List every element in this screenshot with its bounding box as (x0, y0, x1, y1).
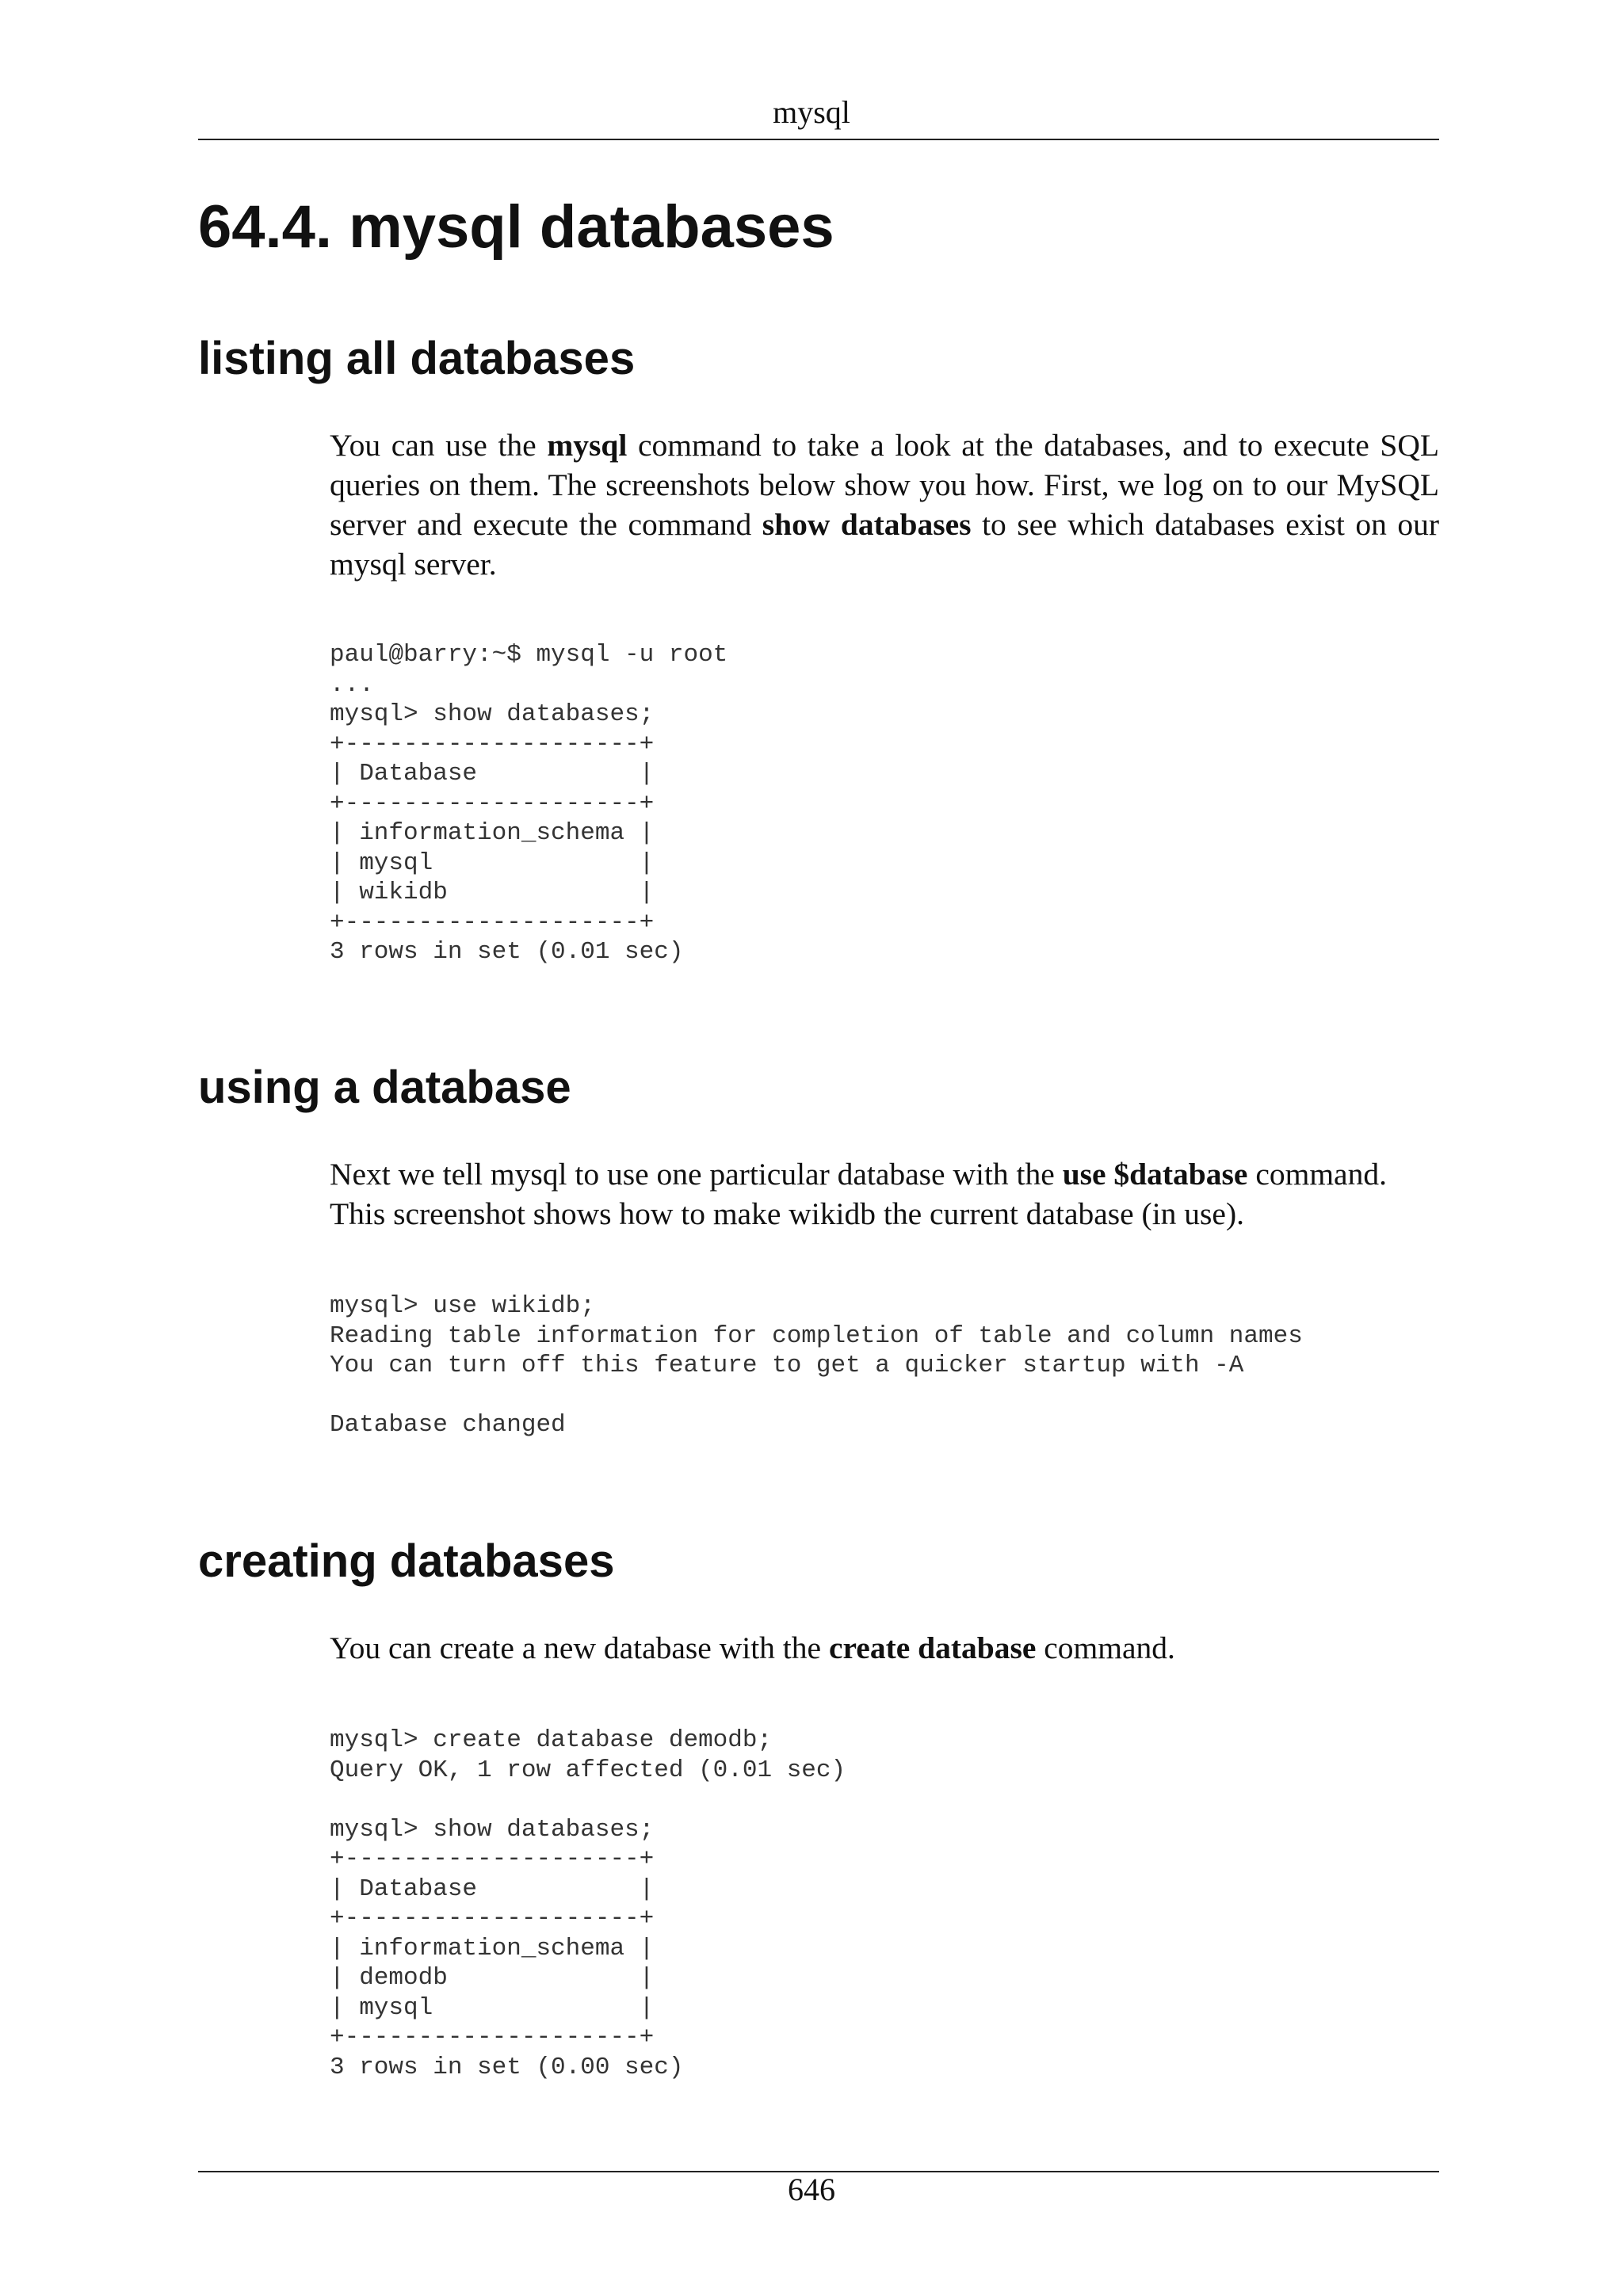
code-line: You can turn off this feature to get a quicker startup with -A (330, 1352, 1244, 1379)
page-number: 646 (788, 2172, 835, 2207)
section-heading-using-a-database: using a database (198, 1062, 571, 1113)
code-block-create-database (330, 1726, 846, 2082)
header-rule (198, 139, 1439, 140)
chapter-title: 64.4. mysql databases (198, 193, 834, 261)
code-line: +--------------------+ (330, 2023, 655, 2051)
code-block-use-wikidb (330, 1291, 1303, 1440)
section-paragraph-listing-all-databases (330, 425, 1439, 584)
code-line: | demodb | (330, 1964, 655, 1992)
code-line: mysql> use wikidb; (330, 1292, 595, 1320)
code-line: Reading table information for completion of table and column names (330, 1322, 1303, 1350)
paragraph-command-term: use $database (1062, 1157, 1248, 1192)
paragraph-text: Next we tell mysql to use one particular database with the (330, 1157, 1063, 1192)
code-line: Database changed (330, 1411, 566, 1439)
code-line: 3 rows in set (0.00 sec) (330, 2053, 684, 2081)
section-heading-creating-databases: creating databases (198, 1535, 615, 1587)
code-line: +--------------------+ (330, 908, 655, 936)
paragraph-text: command to take a look at the databases, and to execute SQL queries on them. The screenshots below show you how. First, we log on to our MySQL server and execute the command (330, 428, 1439, 542)
paragraph-text: You can create a new database with the (330, 1630, 829, 1665)
code-line: +--------------------+ (330, 730, 655, 758)
code-line: | information_schema | (330, 819, 655, 847)
section-paragraph-using-a-database (330, 1154, 1439, 1234)
code-line: | mysql | (330, 1993, 655, 2022)
code-line: | information_schema | (330, 1934, 655, 1962)
code-line: mysql> create database demodb; (330, 1726, 773, 1754)
code-line: mysql> show databases; (330, 700, 655, 728)
code-line: 3 rows in set (0.01 sec) (330, 938, 684, 966)
code-line: mysql> show databases; (330, 1815, 655, 1844)
code-line: +--------------------+ (330, 789, 655, 818)
paragraph-text: You can use the (330, 428, 548, 463)
code-line: +--------------------+ (330, 1845, 655, 1873)
code-line: +--------------------+ (330, 1905, 655, 1932)
paragraph-command-term: mysql (547, 428, 628, 463)
section-paragraph-creating-databases (330, 1628, 1439, 1668)
code-line: ... (330, 670, 374, 699)
code-line: paul@barry:~$ mysql -u root (330, 641, 728, 669)
paragraph-text: command. This screenshot shows how to make wikidb the current database (in use). (330, 1157, 1387, 1231)
code-line: | mysql | (330, 849, 655, 877)
paragraph-text: command. (1036, 1630, 1175, 1665)
paragraph-command-term: show databases (762, 507, 972, 542)
code-line: | Database | (330, 760, 655, 788)
section-heading-listing-all-databases: listing all databases (198, 333, 636, 384)
code-block-show-databases (330, 640, 727, 967)
code-line: | wikidb | (330, 879, 655, 906)
paragraph-command-term: create database (828, 1630, 1037, 1665)
code-line: Query OK, 1 row affected (0.01 sec) (330, 1756, 846, 1784)
paragraph-text: to see which databases exist on our mysql server. (330, 507, 1440, 582)
code-line: | Database | (330, 1875, 655, 1903)
running-header: mysql (773, 94, 850, 130)
